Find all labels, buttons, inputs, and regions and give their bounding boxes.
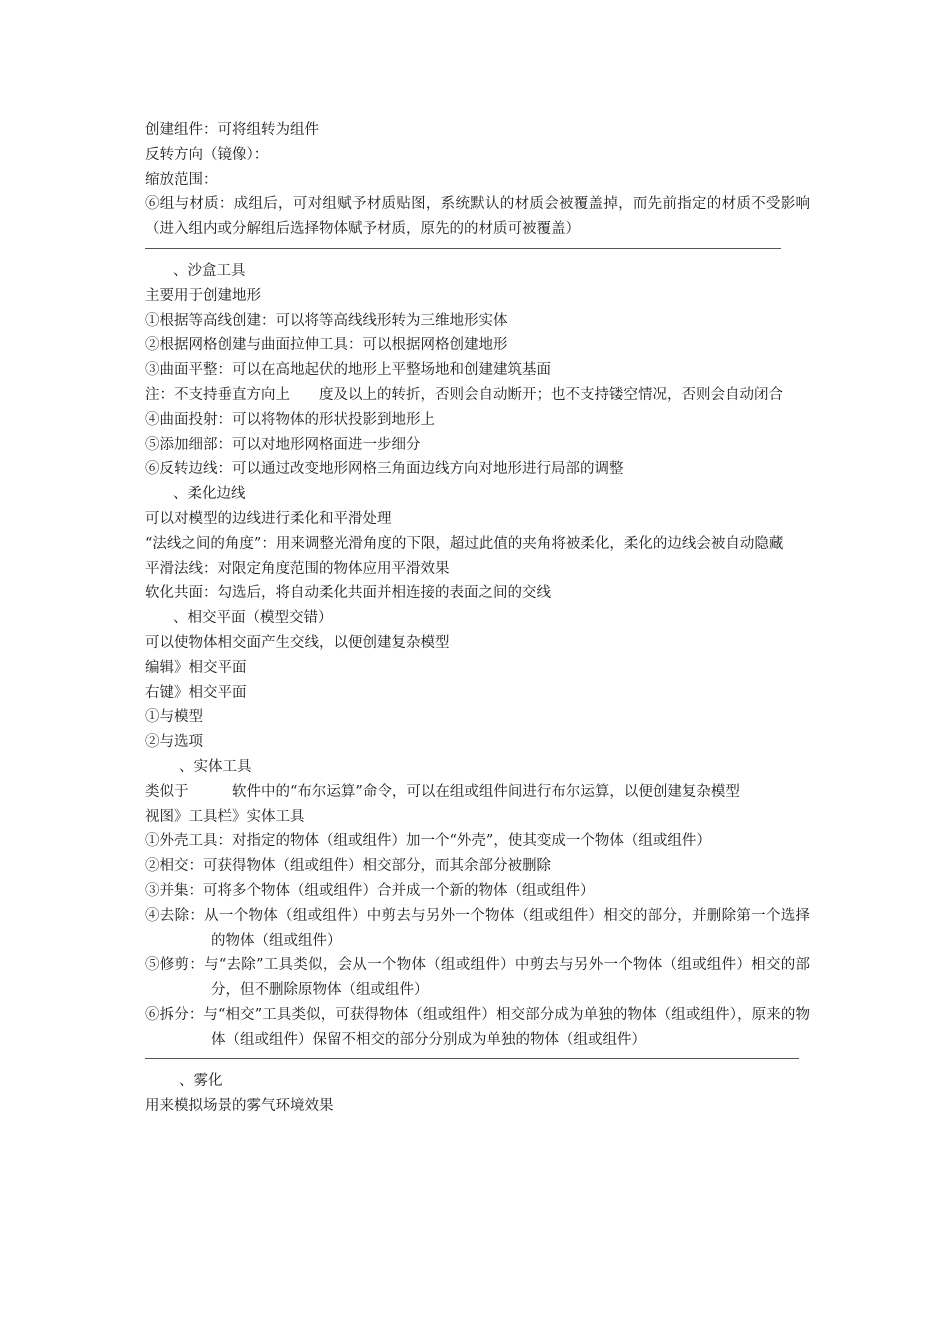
para-intersect-intro: 可以使物体相交面产生交线，以便创建复杂模型: [145, 634, 450, 651]
list-item: ⑥拆分：与“相交”工具类似，可获得物体（组或组件）相交部分成为单独的物体（组或组件），原来的物体（组或组件）保留不相交的部分分别成为单独的物体（组或组件）: [145, 1006, 810, 1048]
list-item: ①根据等高线创建：可以将等高线线形转为三维地形实体: [145, 312, 508, 329]
para-create-component: 创建组件：可将组转为组件: [145, 122, 319, 138]
heading-solid-tools: 、实体工具: [179, 758, 252, 775]
heading-soften-edges: 、柔化边线: [173, 486, 246, 503]
para-solid-intro: 类似于 软件中的“布尔运算”命令，可以在组或组件间进行布尔运算，以便创建复杂模型: [145, 783, 740, 800]
para-edit-menu-path: 编辑》相交平面: [145, 659, 247, 676]
heading-fog: 、雾化: [179, 1073, 223, 1090]
para-fog-intro: 用来模拟场景的雾气环境效果: [145, 1098, 334, 1115]
para-soften-coplanar: 软化共面：勾选后，将自动柔化共面并相连接的表面之间的交线: [145, 585, 551, 602]
divider: [145, 248, 781, 249]
para-view-menu-path: 视图》工具栏》实体工具: [145, 808, 305, 825]
para-sandbox-note: 注：不支持垂直方向上 度及以上的转折，否则会自动断开；也不支持镂空情况，否则会自动闭合: [145, 386, 783, 403]
list-item: ②根据网格创建与曲面拉伸工具：可以根据网格创建地形: [145, 337, 508, 354]
para-smooth-normals: 平滑法线：对限定角度范围的物体应用平滑效果: [145, 560, 450, 577]
heading-sandbox: 、沙盒工具: [173, 262, 246, 279]
list-item: ③并集：可将多个物体（组或组件）合并成一个新的物体（组或组件）: [145, 882, 595, 899]
para-flip-direction: 反转方向（镜像）：: [145, 146, 269, 163]
para-scale-range: 缩放范围：: [145, 171, 218, 188]
para-sandbox-intro: 主要用于创建地形: [145, 287, 261, 304]
list-item: ①外壳工具：对指定的物体（组或组件）加一个“外壳”，使其变成一个物体（组或组件）: [145, 833, 711, 850]
list-item: ④曲面投射：可以将物体的形状投影到地形上: [145, 411, 435, 428]
list-item: ⑤修剪：与“去除”工具类似，会从一个物体（组或组件）中剪去与另外一个物体（组或组件）相交的部分，但不删除原物体（组或组件）: [145, 957, 810, 999]
para-soften-intro: 可以对模型的边线进行柔化和平滑处理: [145, 510, 392, 527]
para-normal-angle: “法线之间的角度”：用来调整光滑角度的下限，超过此值的夹角将被柔化，柔化的边线会被自动隐藏: [145, 535, 784, 552]
para-context-menu-path: 右键》相交平面: [145, 684, 247, 701]
document-body: [145, 118, 810, 1119]
list-item: ③曲面平整：可以在高地起伏的地形上平整场地和创建建筑基面: [145, 362, 551, 379]
heading-intersect-faces: 、相交平面（模型交错）: [173, 610, 333, 627]
list-item: ⑤添加细部：可以对地形网格面进一步细分: [145, 436, 421, 453]
list-item: ⑥反转边线：可以通过改变地形网格三角面边线方向对地形进行局部的调整: [145, 461, 624, 478]
para-group-material: ⑥组与材质：成组后，可对组赋予材质贴图，系统默认的材质会被覆盖掉，而先前指定的材质不受影响（进入组内或分解组后选择物体赋予材质，原先的的材质可被覆盖）: [145, 196, 810, 238]
list-item: ②相交：可获得物体（组或组件）相交部分，而其余部分被删除: [145, 858, 551, 875]
list-item: ①与模型: [145, 709, 203, 726]
list-item: ②与选项: [145, 734, 203, 751]
divider: [145, 1058, 799, 1059]
list-item: ④去除：从一个物体（组或组件）中剪去与另外一个物体（组或组件）相交的部分，并删除第一个选择的物体（组或组件）: [145, 907, 810, 949]
